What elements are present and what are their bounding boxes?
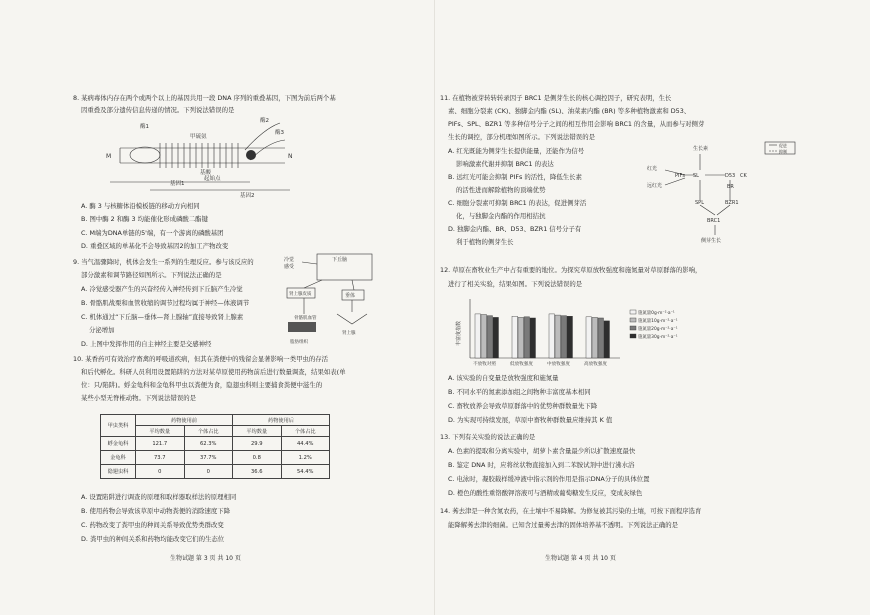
- cell: 62.3%: [184, 437, 233, 451]
- q10-stem: 和后代孵化。科研人员利用设置陷阱的方法对某草原使用药物前后进行数量调查，结果如表(单: [81, 368, 346, 376]
- table-row: [101, 437, 330, 451]
- q10-stem: 位：只/陷阱)。蜉金龟科和金龟科甲虫以粪便为食，隐翅虫科则主要捕食粪便中滋生的: [81, 381, 323, 389]
- q12-option-d[interactable]: D. 为实现可持续发展，草原中畜牧种群数量应维持其 K 值: [448, 416, 613, 424]
- q13-option-b[interactable]: B. 鉴定 DNA 时，应将丝状物直接加入到二苯胺试剂中进行沸水浴: [448, 461, 635, 469]
- cell: 37.7%: [184, 451, 233, 465]
- q8-option-c[interactable]: C. M端为DNA单链的5'端，有一个游离的磷酸基团: [81, 229, 224, 237]
- legend-label: 施氮量0g·m⁻²·a⁻¹: [638, 311, 675, 316]
- bar: [555, 315, 561, 358]
- page-footer-right: 生物试题 第 4 页 共 10 页: [545, 555, 616, 562]
- cell: 1.2%: [281, 451, 330, 465]
- q12-option-b[interactable]: B. 不同水平的氮素添加组之间物种丰富度基本相同: [448, 388, 591, 396]
- q8-diagram: [100, 118, 300, 198]
- cell: 36.6: [233, 465, 282, 479]
- legend-label: 施氮量20g·m⁻²·a⁻¹: [638, 327, 678, 332]
- label-br: BR: [727, 184, 734, 190]
- label-ck: CK: [740, 173, 747, 179]
- x-tick-label: 高放牧强度: [584, 362, 607, 367]
- q11-stem: 生长的调控，部分机理如图所示。下列说法错误的是: [448, 133, 595, 141]
- bar: [524, 317, 530, 358]
- bar: [530, 318, 536, 358]
- label-sense: 感受: [284, 264, 295, 270]
- label-n: N: [288, 153, 293, 160]
- label-fat: 脂肪组织: [290, 340, 308, 345]
- cell: 金龟科: [101, 451, 136, 465]
- legend-swatch: [630, 310, 636, 314]
- q11-option-c: 化，与独脚金内酯的作用相拮抗: [456, 212, 546, 220]
- label-pifs: PIFs: [675, 173, 685, 179]
- cell: 蜉金龟科: [101, 437, 136, 451]
- bar: [598, 318, 604, 358]
- q11-option-d: 利于植物的侧芽生长: [456, 238, 514, 246]
- q11-option-a: 影响激素代谢并抑制 BRC1 的表达: [456, 160, 554, 168]
- q10-stem: 某些小型无脊椎动物。下列说法错误的是: [81, 394, 197, 402]
- cell: 73.7: [136, 451, 185, 465]
- q14-stem: 14. 莠去津是一种含氮农药，在土壤中不易降解。为修复被其污染的土壤，可按下面程序选育: [440, 507, 702, 515]
- page-footer-left: 生物试题 第 3 页 共 10 页: [170, 555, 241, 562]
- q12-option-c[interactable]: C. 畜牧放养会导致草原群落中的优势种群数量先下降: [448, 402, 598, 410]
- label-red-light: 红光: [647, 166, 658, 172]
- label-brc1: BRC1: [707, 218, 721, 224]
- label-pituitary: 垂体: [345, 293, 356, 299]
- q9-stem: 9. 当气温骤降时，机体会发生一系列的生理反应。参与该反应的: [73, 258, 254, 266]
- legend-swatch: [630, 334, 636, 338]
- label-gene2: 基因2: [240, 193, 255, 199]
- th-pct: 个体占比: [281, 426, 330, 437]
- bar: [481, 315, 487, 359]
- q9-option-c: 分泌增加: [89, 326, 115, 334]
- th-avg: 平均数量: [136, 426, 185, 437]
- label-d53: D53: [725, 173, 736, 179]
- label-adrenal: 肾上腺: [342, 331, 356, 336]
- q9-option-a[interactable]: A. 冷觉感受器产生的兴奋经传入神经传到下丘脑产生冷觉: [81, 285, 243, 293]
- q12-stem: 12. 草原在畜牧业生产中占有重要的地位。为探究草原放牧强度和施氮量对草原群落的影响，: [440, 266, 702, 274]
- right-page: [435, 0, 870, 615]
- th-after: 药物使用后: [233, 415, 330, 426]
- q11-stem: 素、细胞分裂素 (CK)、独脚金内酯 (SL)、油菜素内酯 (BR) 等多种植物激素和 D53、: [448, 107, 691, 115]
- q9-option-c[interactable]: C. 机体通过“下丘脑—垂体—肾上腺轴”直接导致肾上腺素: [81, 313, 244, 321]
- q10-option-a[interactable]: A. 设置陷阱进行调查的原理和取样器取样法的原理相同: [81, 493, 237, 501]
- x-tick-label: 中放牧强度: [547, 362, 570, 367]
- q8-option-a[interactable]: A. 酶 3 与核糖体沿模板链的移动方向相同: [81, 202, 200, 210]
- bar: [592, 317, 598, 358]
- q12-bar-chart: [455, 296, 695, 368]
- q10-option-b[interactable]: B. 使用药物会导致该草原中动物粪便的消除速度下降: [81, 507, 231, 515]
- q11-option-c[interactable]: C. 细胞分裂素可抑制 BRC1 的表达，促进侧芽活: [448, 199, 587, 207]
- legend-promote: 促进: [779, 143, 787, 148]
- q10-option-c[interactable]: C. 药物改变了粪甲虫的种间关系导致优势类群改变: [81, 521, 224, 529]
- label-spl: SPL: [695, 200, 704, 206]
- q14-stem: 能降解莠去津的细菌。已知含过量莠去津的固体培养基不透明。下列说法正确的是: [448, 521, 679, 529]
- chart-ylabel: 丰富度指数: [456, 320, 462, 346]
- q13-option-c[interactable]: C. 电泳时，凝胶载样缓冲液中指示剂的作用是指示DNA分子的具体位置: [448, 475, 650, 483]
- label-cold: 冷觉: [284, 257, 295, 263]
- cell: 121.7: [136, 437, 185, 451]
- th-pct: 个体占比: [184, 426, 233, 437]
- cell: 29.9: [233, 437, 282, 451]
- q8-stem: 8. 某病毒体内存在两个或两个以上的基因共用一段 DNA 序列的重叠基因，下图为前后两个基: [73, 94, 336, 102]
- th-family: 甲虫类科: [101, 415, 136, 437]
- q10-table: [100, 414, 330, 479]
- label-gene1: 基因1: [170, 181, 185, 187]
- q13-option-a[interactable]: A. 色素的提取和分离实验中，胡萝卜素含量最少所以扩散速度最快: [448, 447, 636, 455]
- cell: 54.4%: [281, 465, 330, 479]
- label-bzr1: BZR1: [725, 200, 739, 206]
- label-enzyme1: 酶1: [140, 124, 149, 130]
- bar: [518, 317, 524, 358]
- bar: [561, 316, 567, 358]
- q9-option-b[interactable]: B. 骨骼肌战栗和血管收缩的调节过程均属于神经—体液调节: [81, 299, 250, 307]
- label-bud-growth: 侧芽生长: [701, 238, 722, 244]
- th-avg: 平均数量: [233, 426, 282, 437]
- label-enzyme2: 酶2: [260, 118, 269, 124]
- label-far-red: 远红光: [647, 183, 663, 189]
- x-tick-label: 低放牧强度: [510, 362, 533, 367]
- q12-option-a[interactable]: A. 该实验的自变量是放牧强度和施氮量: [448, 374, 559, 382]
- q12-stem: 进行了相关实验，结果如图。下列说法错误的是: [448, 280, 583, 288]
- q11-option-a[interactable]: A. 红光既能为侧芽生长提供能量，还能作为信号: [448, 147, 585, 155]
- label-enzyme3: 酶3: [275, 130, 284, 136]
- q11-option-d[interactable]: D. 独脚金内酯、BR、D53、BZR1 信号分子有: [448, 225, 582, 233]
- table-row: [101, 465, 330, 479]
- cell: 隐翅虫科: [101, 465, 136, 479]
- bar: [604, 321, 610, 358]
- q10-stem: 10. 某香药可有效治疗畜禽的呼吸道疾病，但其在粪便中的残留会显著影响一类甲虫的存活: [73, 355, 329, 363]
- cell: 0: [136, 465, 185, 479]
- cell: 0.8: [233, 451, 282, 465]
- legend-label: 施氮量10g·m⁻²·a⁻¹: [638, 319, 678, 324]
- bar: [487, 316, 493, 358]
- q9-option-d[interactable]: D. 上图中发挥作用的自主神经主要是交感神经: [81, 340, 212, 348]
- bar: [549, 314, 555, 358]
- label-m: M: [106, 153, 112, 160]
- label-hypothalamus: 下丘脑: [332, 257, 348, 263]
- x-tick-label: 不放牧对照: [473, 362, 496, 367]
- legend-inhibit: 抑制: [779, 149, 787, 154]
- q11-diagram: [645, 140, 805, 245]
- th-before: 药物使用前: [136, 415, 233, 426]
- label-start: 起始点: [204, 176, 221, 182]
- bar: [475, 314, 481, 358]
- label-methionine: 甲硫氨: [190, 134, 207, 140]
- cell: 44.4%: [281, 437, 330, 451]
- q8-option-b[interactable]: B. 图中酶 2 和酶 3 均能催化形成磷酸二酯键: [81, 215, 208, 223]
- label-sl: SL: [693, 173, 699, 179]
- bar: [493, 317, 499, 358]
- bar: [512, 316, 518, 358]
- q8-stem: 因重叠及部分遗传信息传递的情况。下列说法错误的是: [81, 106, 235, 114]
- q9-stem: 部分激素和调节路径如图所示。下列说法正确的是: [81, 271, 222, 279]
- q11-option-b[interactable]: B. 远红光可能会抑制 PIFs 的活性，降低生长素: [448, 173, 582, 181]
- q8-option-d[interactable]: D. 重叠区域的单基化不会导致基因2的加工产物改变: [81, 242, 229, 250]
- table-row: [101, 451, 330, 465]
- q9-diagram: [282, 252, 392, 347]
- bar: [586, 317, 592, 358]
- legend-label: 施氮量30g·m⁻²·a⁻¹: [638, 335, 678, 340]
- q11-option-b: 的活性进而解除植物的顶端优势: [456, 186, 546, 194]
- bar: [567, 316, 573, 358]
- q11-stem: 11. 在植物被芽转转转录因子 BRC1 是侧芽生长的核心调控因子，研究表明，生长: [440, 94, 672, 102]
- q10-option-d[interactable]: D. 粪甲虫的种间关系和药物均能改变它们的生态位: [81, 535, 225, 543]
- legend-swatch: [630, 318, 636, 322]
- legend-swatch: [630, 326, 636, 330]
- label-gland: 肾上腺皮质: [289, 292, 312, 297]
- label-auxin: 生长素: [693, 146, 709, 152]
- label-vessel: 骨骼肌血管: [294, 316, 317, 321]
- label-acid: 基酸: [200, 170, 212, 176]
- q13-option-d[interactable]: D. 橙色的酸性重铬酸钾溶液可与酒精或葡萄糖发生反应，变成灰绿色: [448, 489, 643, 497]
- q13-stem: 13. 下列有关实验的说法正确的是: [440, 433, 536, 441]
- cell: 0: [184, 465, 233, 479]
- q11-stem: PIFs、SPL、BZR1 等多种信号分子之间的相互作用会影响 BRC1 的含量，从而参与对侧芽: [448, 120, 705, 128]
